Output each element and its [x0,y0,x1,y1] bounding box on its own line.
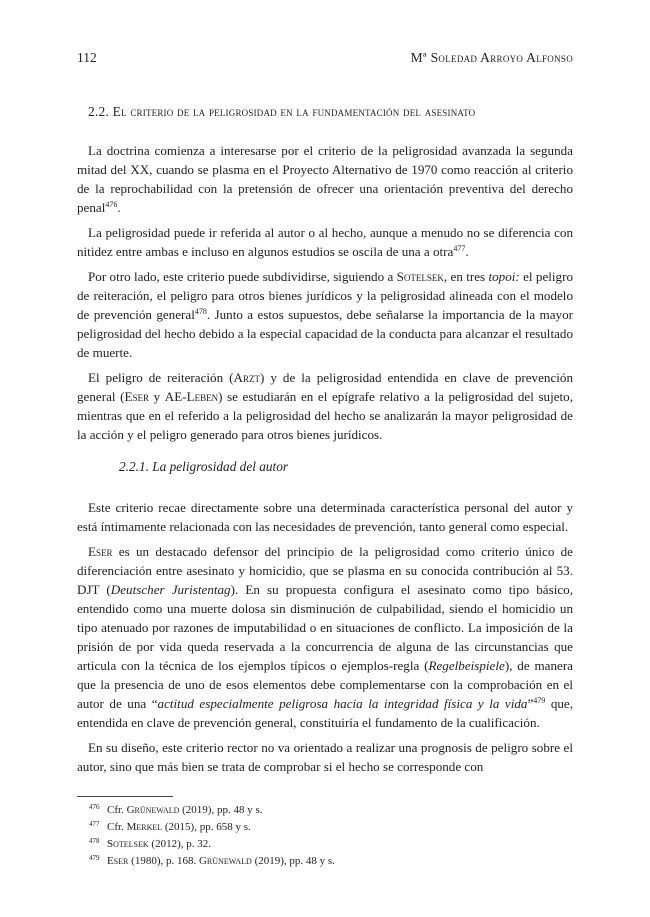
footnote-ref-477[interactable]: 477 [453,244,466,253]
page-header [77,50,573,70]
paragraph-5: Este criterio recae directamente sobre una determinada característica personal del autor y está íntimamente relacionada con las necesidades de prevención, tanto general como especial. [77,500,573,534]
footnote-ref-476[interactable]: 476 [105,200,118,209]
author-name: Sotelsek [396,269,444,284]
footnote-477: 477 Cfr. Merkel (2015), pp. 658 y s. [89,817,335,834]
section-heading: 2.2. El criterio de la peligrosidad en la fundamentación del asesinato [88,104,476,119]
italic-term: topoi: [488,269,520,284]
paragraph-4: El peligro de reiteración (Arzt) y de la peligrosidad entendida en clave de prevención general (Eser y AE-Leben) se estudiarán en el epígrafe relativo a la peligrosidad del sujeto, mientras que en el referido a la peligrosidad del hecho se analizarán la mayor peligrosidad de la acción y el peligro generado para otros bienes jurídicos. [77,370,573,442]
paragraph-1: La doctrina comienza a interesarse por el criterio de la peligrosidad avanzada la segunda mitad del XX, cuando se plasma en el Proyecto Alternativo de 1970 como reacción al criterio de la reprochabilidad con la pretensión de ofrecer una orientación preventiva del derecho penal$^{476}$. [77,143,573,215]
paragraph-6: Eser es un destacado defensor del principio de la peligrosidad como criterio único de diferenciación entre asesinato y homicidio, que se plasma en su conocida contribución al 53. DJT (Deutscher Juristentag). En su propuesta configura el asesinato como tipo básico, entendido como una muerte dolosa sin disminución de culpabilidad, siendo el homicidio un tipo atenuado por razones de imputabilidad o en situaciones de conflicto. La imposición de la prisión de por vida queda reservada a la concurrencia de alguna de las circunstancias que articula con la técnica de los ejemplos típicos o ejemplos-regla (Regelbeispiele), de manera que la presencia de uno de esos elementos debe complementarse con la comprobación en el autor de una “actitud especialmente peligrosa hacia la integridad física y la vida”$^{479}$ que, entendida en clave de prevención general, constituiría el fundamento de la cualificación. [77,544,573,730]
author-name: AE-Leben [164,389,219,404]
author-name: Merkel [126,821,163,833]
footnote-478: 478 Sotelsek (2012), p. 32. [89,834,335,851]
author-name: Eser [88,544,113,559]
footnote-ref-479[interactable]: 479 [533,696,546,705]
author-name: Grünewald [198,855,252,867]
italic-term: Regelbeispiele [428,658,505,673]
italic-quote: actitud especialmente peligrosa hacia la integridad física y la vida [157,696,528,711]
footnote-separator [77,796,173,797]
footnote-number: 478 [89,837,100,845]
footnote-476: 476 Cfr. Grünewald (2019), pp. 48 y s. [89,800,335,817]
subsection-heading: 2.2.1. La peligrosidad del autor [119,459,289,474]
author-name: Arzt [233,370,260,385]
page-number: 112 [77,50,97,65]
author-name: Grünewald [126,804,180,816]
author-name: Sotelsek [107,838,149,850]
paragraph-7: En su diseño, este criterio rector no va orientado a realizar una prognosis de peligro sobre el autor, sino que más bien se trata de comprobar si el hecho se corresponde con [77,740,573,774]
author-name: Eser [124,389,150,404]
footnote-number: 477 [89,820,100,828]
footnote-number: 479 [89,854,100,862]
paragraph-3: Por otro lado, este criterio puede subdividirse, siguiendo a Sotelsek, en tres topoi: el peligro de reiteración, el peligro para otros bienes jurídicos y la peligrosidad alineada con el modelo de prevención general$^{478}$. Junto a estos supuestos, debe señalarse la importancia de la mayor peligrosidad del hecho debido a la especial capacidad de la conducta para alcanzar el resultado de muerte. [77,269,574,360]
author-name: Eser [107,855,129,867]
footnote-ref-478[interactable]: 478 [194,307,207,316]
paragraph-2: La peligrosidad puede ir referida al autor o al hecho, aunque a menudo no se diferencia con nitidez entre ambas e incluso en algunos estudios se oscila de una a otra$^{477}$. [77,225,573,259]
main-text [77,102,573,782]
running-head: Mª Soledad Arroyo Alfonso [410,50,573,65]
footnote-number: 476 [89,803,100,811]
footnotes [89,800,335,868]
italic-term: Deutscher Juristentag [110,582,231,597]
footnote-479: 479 Eser (1980), p. 168. Grünewald (2019), pp. 48 y s. [89,851,335,868]
